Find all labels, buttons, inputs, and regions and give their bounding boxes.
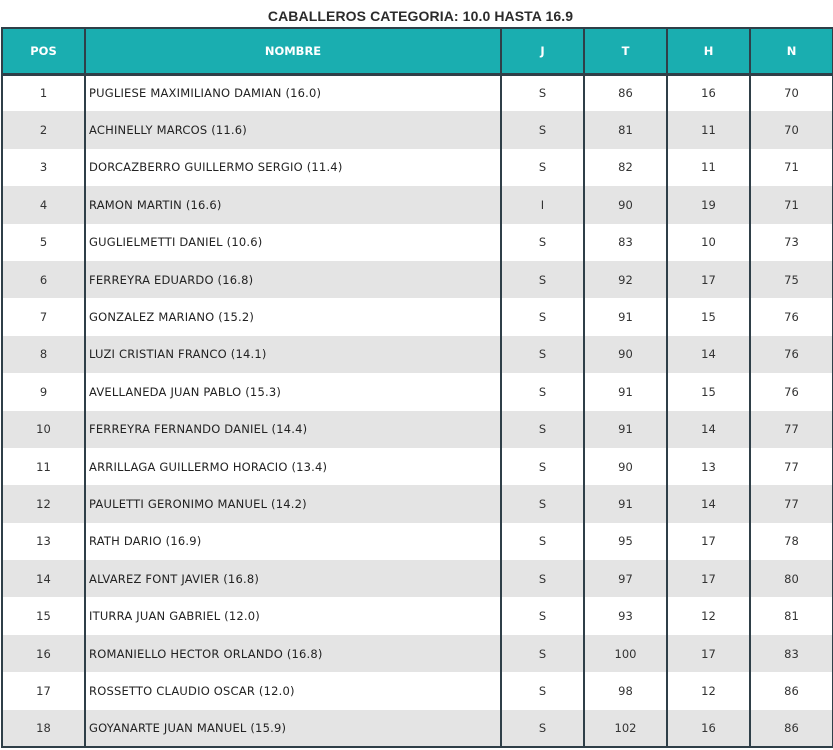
cell-h: 15 <box>667 373 750 410</box>
table-row <box>2 111 833 148</box>
cell-nombre: ARRILLAGA GUILLERMO HORACIO (13.4) <box>85 448 501 485</box>
cell-nombre: ACHINELLY MARCOS (11.6) <box>85 111 501 148</box>
table-row <box>2 298 833 335</box>
table-header-row <box>2 28 833 74</box>
cell-h: 19 <box>667 186 750 223</box>
cell-pos: 10 <box>2 411 85 448</box>
table-row <box>2 373 833 410</box>
page-title: CABALLEROS CATEGORIA: 10.0 HASTA 16.9 <box>267 8 574 24</box>
cell-h: 12 <box>667 597 750 634</box>
cell-h: 12 <box>667 672 750 709</box>
cell-t: 92 <box>584 261 667 298</box>
table-body <box>2 74 833 747</box>
column-header-t: T <box>584 28 667 74</box>
cell-t: 86 <box>584 74 667 111</box>
cell-j: S <box>501 710 584 747</box>
column-header-pos: POS <box>2 28 85 74</box>
cell-nombre: GONZALEZ MARIANO (15.2) <box>85 298 501 335</box>
cell-j: S <box>501 111 584 148</box>
cell-t: 91 <box>584 373 667 410</box>
cell-j: S <box>501 336 584 373</box>
cell-j: S <box>501 672 584 709</box>
cell-j: S <box>501 485 584 522</box>
table-row <box>2 710 833 747</box>
cell-nombre: AVELLANEDA JUAN PABLO (15.3) <box>85 373 501 410</box>
cell-j: S <box>501 74 584 111</box>
cell-h: 13 <box>667 448 750 485</box>
table-row <box>2 635 833 672</box>
table-row <box>2 485 833 522</box>
cell-t: 83 <box>584 224 667 261</box>
cell-t: 100 <box>584 635 667 672</box>
cell-h: 14 <box>667 485 750 522</box>
cell-nombre: DORCAZBERRO GUILLERMO SERGIO (11.4) <box>85 149 501 186</box>
cell-j: S <box>501 597 584 634</box>
cell-nombre: RATH DARIO (16.9) <box>85 523 501 560</box>
cell-nombre: ALVAREZ FONT JAVIER (16.8) <box>85 560 501 597</box>
cell-h: 14 <box>667 411 750 448</box>
cell-nombre: ITURRA JUAN GABRIEL (12.0) <box>85 597 501 634</box>
cell-pos: 12 <box>2 485 85 522</box>
table-row <box>2 74 833 111</box>
cell-j: S <box>501 298 584 335</box>
column-header-j: J <box>501 28 584 74</box>
cell-j: S <box>501 261 584 298</box>
table-row <box>2 186 833 223</box>
cell-t: 90 <box>584 448 667 485</box>
table-row <box>2 448 833 485</box>
cell-n: 73 <box>750 224 833 261</box>
cell-j: S <box>501 635 584 672</box>
cell-h: 11 <box>667 111 750 148</box>
cell-pos: 3 <box>2 149 85 186</box>
cell-pos: 5 <box>2 224 85 261</box>
cell-h: 16 <box>667 710 750 747</box>
cell-nombre: GUGLIELMETTI DANIEL (10.6) <box>85 224 501 261</box>
cell-nombre: GOYANARTE JUAN MANUEL (15.9) <box>85 710 501 747</box>
cell-n: 70 <box>750 74 833 111</box>
cell-n: 81 <box>750 597 833 634</box>
cell-h: 17 <box>667 635 750 672</box>
cell-h: 10 <box>667 224 750 261</box>
cell-h: 11 <box>667 149 750 186</box>
table-row <box>2 336 833 373</box>
cell-t: 102 <box>584 710 667 747</box>
table-row <box>2 560 833 597</box>
cell-t: 91 <box>584 411 667 448</box>
cell-t: 90 <box>584 186 667 223</box>
cell-n: 71 <box>750 149 833 186</box>
cell-nombre: ROSSETTO CLAUDIO OSCAR (12.0) <box>85 672 501 709</box>
cell-pos: 6 <box>2 261 85 298</box>
cell-j: S <box>501 149 584 186</box>
table-row <box>2 261 833 298</box>
cell-pos: 15 <box>2 597 85 634</box>
cell-n: 76 <box>750 373 833 410</box>
cell-t: 91 <box>584 298 667 335</box>
cell-j: I <box>501 186 584 223</box>
cell-pos: 2 <box>2 111 85 148</box>
cell-pos: 13 <box>2 523 85 560</box>
cell-n: 75 <box>750 261 833 298</box>
cell-j: S <box>501 373 584 410</box>
cell-n: 76 <box>750 336 833 373</box>
standings-table <box>1 27 833 748</box>
column-header-h: H <box>667 28 750 74</box>
cell-nombre: FERREYRA EDUARDO (16.8) <box>85 261 501 298</box>
table-row <box>2 411 833 448</box>
cell-pos: 7 <box>2 298 85 335</box>
cell-t: 93 <box>584 597 667 634</box>
column-header-nombre: NOMBRE <box>85 28 501 74</box>
cell-h: 17 <box>667 261 750 298</box>
cell-t: 97 <box>584 560 667 597</box>
cell-j: S <box>501 224 584 261</box>
cell-nombre: ROMANIELLO HECTOR ORLANDO (16.8) <box>85 635 501 672</box>
cell-nombre: RAMON MARTIN (16.6) <box>85 186 501 223</box>
cell-pos: 4 <box>2 186 85 223</box>
cell-h: 15 <box>667 298 750 335</box>
cell-h: 14 <box>667 336 750 373</box>
cell-n: 80 <box>750 560 833 597</box>
cell-n: 86 <box>750 672 833 709</box>
cell-n: 86 <box>750 710 833 747</box>
cell-j: S <box>501 411 584 448</box>
cell-j: S <box>501 448 584 485</box>
table-row <box>2 672 833 709</box>
cell-pos: 8 <box>2 336 85 373</box>
cell-pos: 1 <box>2 74 85 111</box>
cell-n: 78 <box>750 523 833 560</box>
cell-n: 83 <box>750 635 833 672</box>
cell-pos: 18 <box>2 710 85 747</box>
cell-t: 90 <box>584 336 667 373</box>
cell-pos: 17 <box>2 672 85 709</box>
cell-h: 17 <box>667 560 750 597</box>
cell-t: 98 <box>584 672 667 709</box>
cell-h: 16 <box>667 74 750 111</box>
cell-n: 71 <box>750 186 833 223</box>
cell-h: 17 <box>667 523 750 560</box>
cell-pos: 11 <box>2 448 85 485</box>
cell-t: 81 <box>584 111 667 148</box>
cell-n: 77 <box>750 485 833 522</box>
cell-nombre: PAULETTI GERONIMO MANUEL (14.2) <box>85 485 501 522</box>
cell-nombre: FERREYRA FERNANDO DANIEL (14.4) <box>85 411 501 448</box>
cell-n: 77 <box>750 448 833 485</box>
cell-n: 77 <box>750 411 833 448</box>
cell-pos: 16 <box>2 635 85 672</box>
table-row <box>2 149 833 186</box>
cell-pos: 14 <box>2 560 85 597</box>
cell-j: S <box>501 560 584 597</box>
column-header-n: N <box>750 28 833 74</box>
cell-nombre: LUZI CRISTIAN FRANCO (14.1) <box>85 336 501 373</box>
cell-t: 82 <box>584 149 667 186</box>
cell-t: 95 <box>584 523 667 560</box>
table-row <box>2 597 833 634</box>
cell-nombre: PUGLIESE MAXIMILIANO DAMIAN (16.0) <box>85 74 501 111</box>
table-row <box>2 224 833 261</box>
cell-pos: 9 <box>2 373 85 410</box>
cell-n: 76 <box>750 298 833 335</box>
cell-j: S <box>501 523 584 560</box>
table-row <box>2 523 833 560</box>
cell-n: 70 <box>750 111 833 148</box>
cell-t: 91 <box>584 485 667 522</box>
